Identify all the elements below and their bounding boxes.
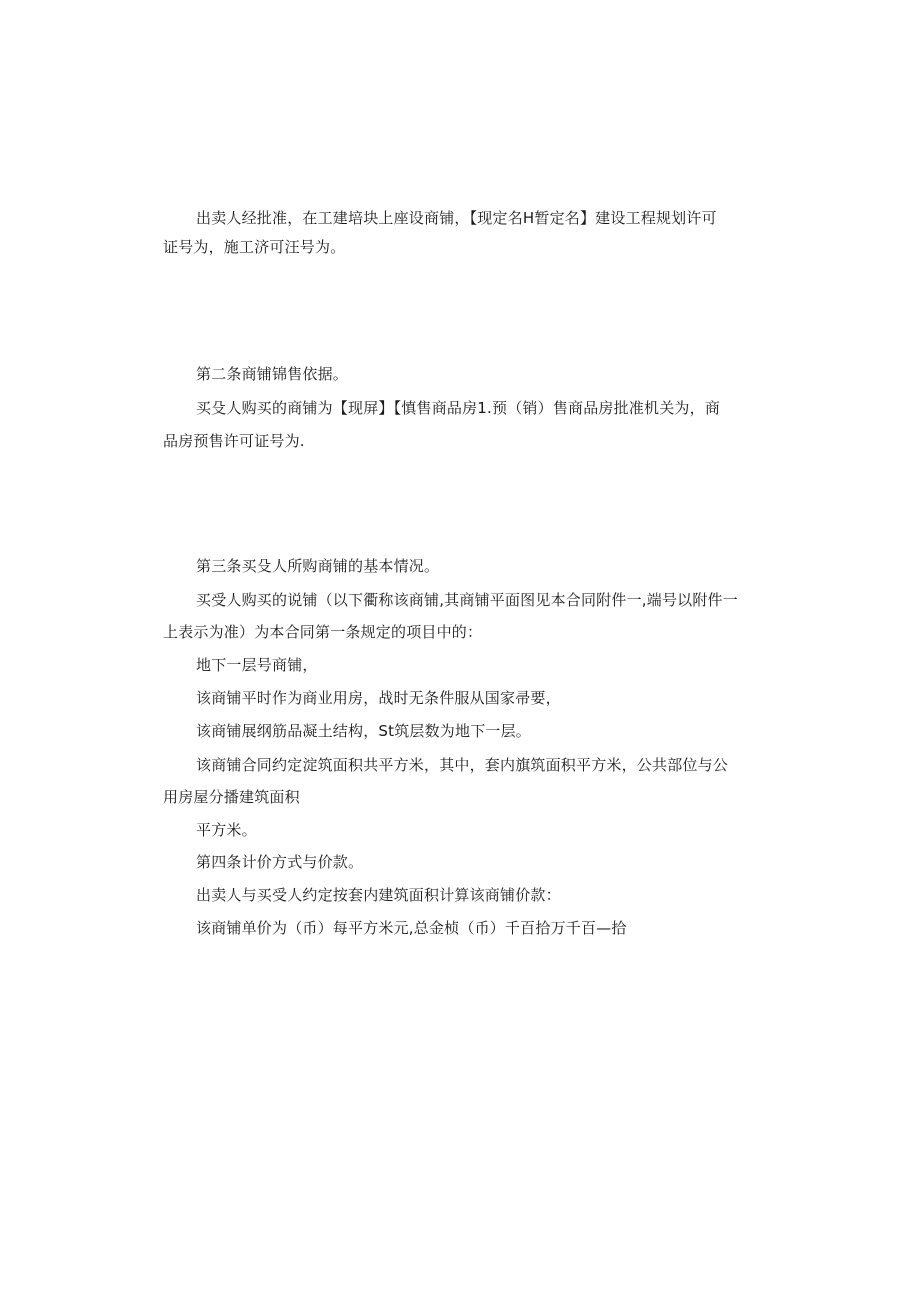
paragraph-9-line-2: 用房屋分播建筑面积 (163, 788, 300, 806)
paragraph-5-line-2: 上表示为准）为本合同第一条规定的项目中的： (163, 623, 483, 641)
paragraph-5-line-1: 买受人购买的说铺（以下衢称该商铺,其商铺平面图见本合同附件一,端号以附件一 (196, 591, 738, 609)
paragraph-10: 平方米。 (196, 821, 257, 839)
article-4-heading: 第四条计价方式与价款。 (196, 853, 364, 871)
paragraph-9-line-1: 该商铺合同约定淀筑面积共平方米，其中，套内旗筑面积平方米，公共部位与公 (196, 756, 729, 774)
paragraph-6: 地下一层号商铺， (196, 656, 318, 674)
paragraph-7: 该商铺平时作为商业用房，战时无条件服从国家帚要， (196, 689, 561, 707)
paragraph-8: 该商铺展纲筋品凝土结构，St筑层数为地下一层。 (196, 722, 532, 740)
article-3-heading: 第三条买殳人所购商铺的基本情况。 (196, 557, 440, 575)
paragraph-3-line-1: 买殳人购买的商铺为【现屏】【慎售商品房1.预（销）售商品房批准机关为，商 (196, 399, 721, 417)
paragraph-13: 该商铺单价为（币）每平方米元,总金桢（币）千百拾万千百—拾 (196, 919, 627, 937)
paragraph-1-line-1: 出卖人经批准，在工建培块上座设商铺，【现定名H暂定名】建设工程规划许可 (196, 209, 717, 227)
paragraph-1-line-2: 证号为，施工济可汪号为。 (163, 238, 346, 256)
article-2-heading: 第二条商铺锦售依据。 (196, 365, 349, 383)
paragraph-3-line-2: 品房预售许可证号为. (163, 432, 305, 450)
paragraph-12: 出卖人与买受人约定按套内建筑面积计算该商铺价款： (196, 886, 561, 904)
